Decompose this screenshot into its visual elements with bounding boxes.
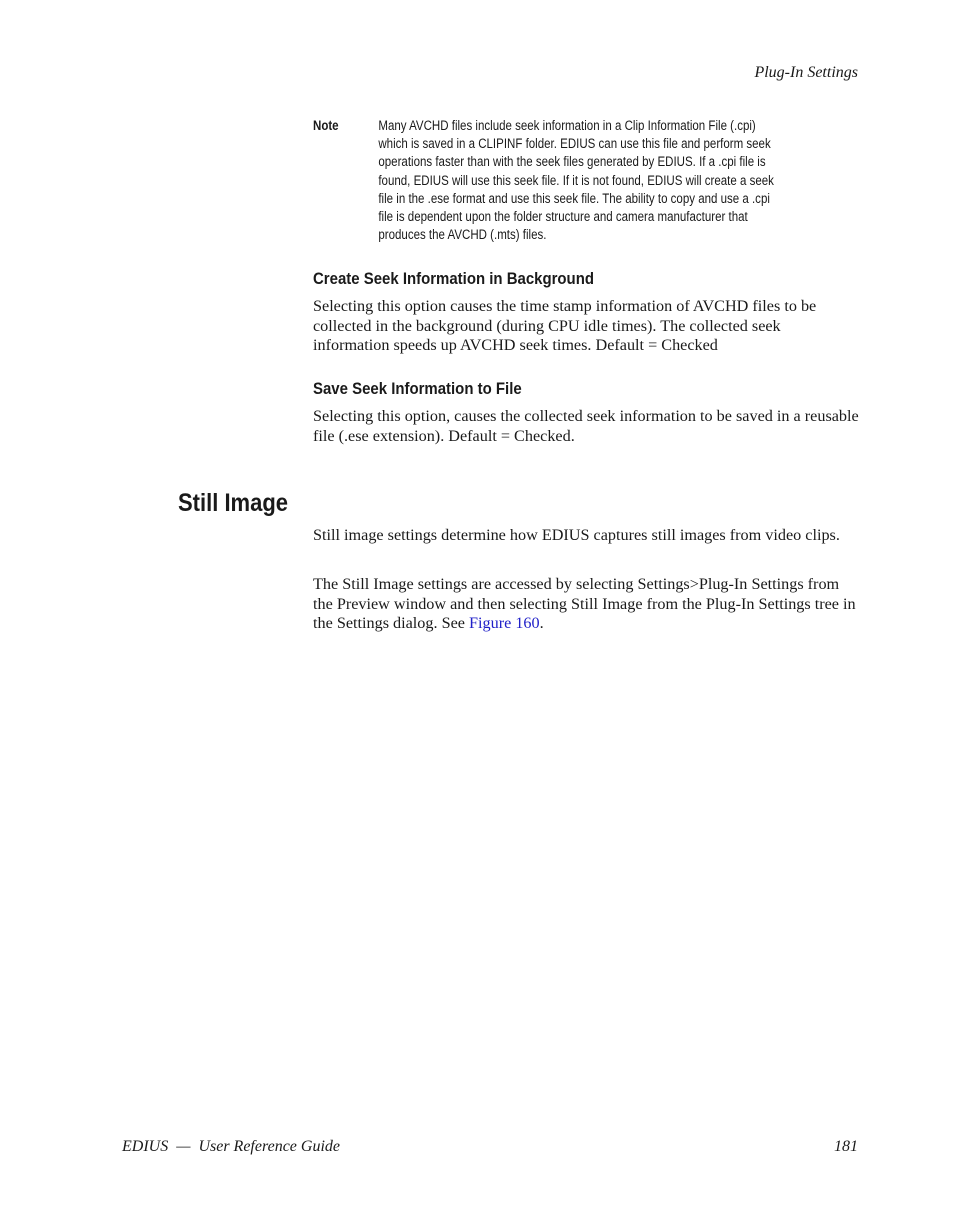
figure-160-link[interactable]: Figure 160 xyxy=(469,614,540,633)
paragraph-still-image-access xyxy=(313,575,861,634)
note-block xyxy=(313,117,782,244)
paragraph-still-image-access-text: The Still Image settings are accessed by selecting Settings>Plug-In Settings from the Preview window and then selecting Still Image from the Plug-In Settings tree in the Settings dialog. See xyxy=(313,575,856,633)
paragraph-still-image-intro: Still image settings determine how EDIUS captures still images from video clips. xyxy=(313,526,840,544)
section-title-still-image: Still Image xyxy=(178,489,289,517)
note-text: Many AVCHD files include seek information in a Clip Information File (.cpi) which is saved in a CLIPINF folder. EDIUS can use this file and perform seek operations faster than with the seek files generated by EDIUS. If a .cpi file is found, EDIUS will use this seek file. If it is not found, EDIUS will create a seek file in the .ese format and use this seek file. The ability to copy and use a .cpi file is dependent upon the folder structure and camera manufacturer that produces the AVCHD (.mts) files. xyxy=(378,118,774,243)
paragraph-still-image-access-end: . xyxy=(539,614,544,633)
paragraph-create-seek-information: Selecting this option causes the time stamp information of AVCHD files to be collected in the background (during CPU idle times). The collected seek information speeds up AVCHD seek times. Default = Checked xyxy=(313,297,817,355)
paragraph-save-seek-information: Selecting this option, causes the collected seek information to be saved in a reusable file (.ese extension). Default = Checked. xyxy=(313,407,859,445)
running-header: Plug-In Settings xyxy=(754,64,858,81)
footer-guide-title: EDIUS — User Reference Guide xyxy=(122,1138,341,1155)
heading-create-seek-information: Create Seek Information in Background xyxy=(313,269,594,288)
note-label: Note xyxy=(313,118,339,133)
heading-save-seek-information: Save Seek Information to File xyxy=(313,379,522,398)
footer-page-number: 181 xyxy=(834,1138,858,1155)
